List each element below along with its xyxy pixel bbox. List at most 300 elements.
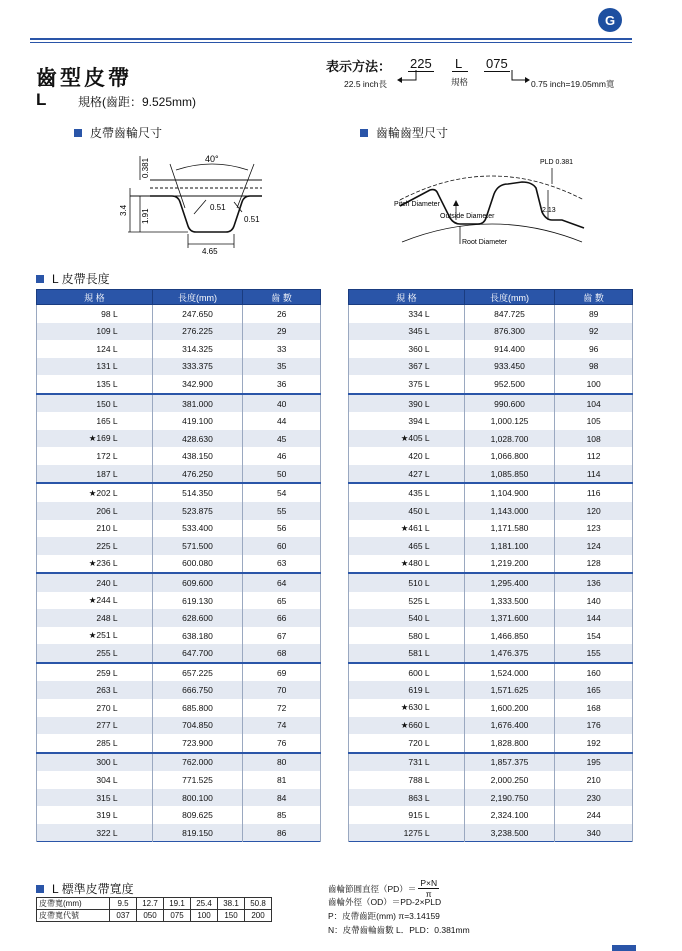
cell-length: 514.350 bbox=[152, 483, 243, 502]
cell-spec: ★660 L bbox=[349, 717, 465, 735]
table-row bbox=[349, 340, 633, 358]
width-code-cell: 100 bbox=[191, 910, 218, 922]
cell-teeth: 98 bbox=[555, 358, 633, 376]
cell-teeth: 340 bbox=[555, 824, 633, 842]
arrow-left-icon bbox=[396, 70, 422, 86]
cell-teeth: 44 bbox=[243, 412, 321, 430]
cell-spec: 581 L bbox=[349, 644, 465, 663]
cell-teeth: 168 bbox=[555, 699, 633, 717]
cell-teeth: 65 bbox=[243, 592, 321, 610]
cell-length: 1,028.700 bbox=[464, 430, 555, 448]
table-row bbox=[37, 358, 321, 376]
cell-length: 638.180 bbox=[152, 627, 243, 645]
table-row bbox=[349, 430, 633, 448]
width-code-cell: 037 bbox=[110, 910, 137, 922]
cell-spec: ★236 L bbox=[37, 555, 153, 574]
cell-spec: 304 L bbox=[37, 771, 153, 789]
table-row bbox=[349, 699, 633, 717]
header-spec: 規 格 bbox=[349, 290, 465, 305]
table-row bbox=[37, 537, 321, 555]
dim-label: 1.91 bbox=[141, 208, 150, 224]
dim-label: 0.51 bbox=[210, 203, 226, 212]
cell-spec: 619 L bbox=[349, 681, 465, 699]
cell-length: 247.650 bbox=[152, 305, 243, 323]
table-row bbox=[349, 753, 633, 772]
section-lengths bbox=[36, 270, 110, 287]
table-row bbox=[37, 340, 321, 358]
cell-teeth: 72 bbox=[243, 699, 321, 717]
cell-length: 1,524.000 bbox=[464, 663, 555, 682]
width-code-row-label: 皮帶寬代號 bbox=[37, 910, 110, 922]
formula-p: P：皮帶齒距(mm) π=3.14159 bbox=[328, 911, 440, 921]
bullet-square-icon bbox=[74, 129, 82, 137]
cell-length: 685.800 bbox=[152, 699, 243, 717]
cell-teeth: 128 bbox=[555, 555, 633, 574]
cell-spec: 225 L bbox=[37, 537, 153, 555]
cell-length: 1,857.375 bbox=[464, 753, 555, 772]
cell-teeth: 100 bbox=[555, 375, 633, 394]
cell-spec: 135 L bbox=[37, 375, 153, 394]
cell-spec: 187 L bbox=[37, 465, 153, 484]
brand-logo: G bbox=[598, 8, 622, 32]
formula-n: N：皮帶齒輪齒數 L．PLD：0.381mm bbox=[328, 925, 470, 935]
table-row bbox=[349, 734, 633, 753]
cell-length: 571.500 bbox=[152, 537, 243, 555]
cell-teeth: 210 bbox=[555, 771, 633, 789]
header-rule bbox=[30, 38, 632, 40]
table-row bbox=[37, 789, 321, 807]
cell-spec: ★461 L bbox=[349, 520, 465, 538]
table-row bbox=[37, 824, 321, 842]
cell-spec: 277 L bbox=[37, 717, 153, 735]
table-row bbox=[37, 502, 321, 520]
cell-teeth: 56 bbox=[243, 520, 321, 538]
cell-teeth: 85 bbox=[243, 806, 321, 824]
cell-teeth: 29 bbox=[243, 323, 321, 341]
table-row bbox=[349, 592, 633, 610]
section-label: 齒輪齒型尺寸 bbox=[376, 126, 449, 140]
width-cell: 12.7 bbox=[137, 898, 164, 910]
cell-spec: 510 L bbox=[349, 573, 465, 592]
formula-pd-label: 齒輪節圓直徑（PD）＝ bbox=[328, 883, 417, 894]
table-row bbox=[37, 644, 321, 663]
cell-teeth: 64 bbox=[243, 573, 321, 592]
section-belt-wheel bbox=[74, 124, 162, 141]
cell-length: 476.250 bbox=[152, 465, 243, 484]
notation-part-type: L bbox=[455, 56, 463, 71]
length-table-left bbox=[36, 289, 321, 842]
cell-teeth: 55 bbox=[243, 502, 321, 520]
table-row bbox=[349, 483, 633, 502]
cell-teeth: 165 bbox=[555, 681, 633, 699]
cell-spec: ★251 L bbox=[37, 627, 153, 645]
cell-teeth: 69 bbox=[243, 663, 321, 682]
table-row bbox=[37, 681, 321, 699]
pld-label: PLD 0.381 bbox=[540, 159, 574, 166]
table-row bbox=[349, 555, 633, 574]
notation-underline bbox=[452, 71, 468, 72]
cell-length: 914.400 bbox=[464, 340, 555, 358]
cell-spec: 165 L bbox=[37, 412, 153, 430]
notation-label: 表示方法： bbox=[326, 59, 392, 74]
table-row bbox=[349, 394, 633, 413]
table-row bbox=[37, 771, 321, 789]
width-code-cell: 150 bbox=[218, 910, 245, 922]
table-row bbox=[349, 771, 633, 789]
cell-length: 1,333.500 bbox=[464, 592, 555, 610]
cell-spec: 109 L bbox=[37, 323, 153, 341]
cell-teeth: 230 bbox=[555, 789, 633, 807]
cell-length: 2,324.100 bbox=[464, 806, 555, 824]
table-row bbox=[37, 323, 321, 341]
notation-underline bbox=[484, 71, 510, 72]
cell-teeth: 105 bbox=[555, 412, 633, 430]
cell-teeth: 74 bbox=[243, 717, 321, 735]
cell-teeth: 70 bbox=[243, 681, 321, 699]
table-row bbox=[349, 609, 633, 627]
cell-spec: 315 L bbox=[37, 789, 153, 807]
belt-spec: 規格(齒距：9.525mm) bbox=[78, 95, 197, 109]
cell-spec: 263 L bbox=[37, 681, 153, 699]
notation-note-type: 規格 bbox=[451, 77, 469, 87]
cell-spec: ★630 L bbox=[349, 699, 465, 717]
belt-code: L bbox=[36, 90, 47, 109]
table-row bbox=[349, 537, 633, 555]
cell-length: 314.325 bbox=[152, 340, 243, 358]
cell-spec: 720 L bbox=[349, 734, 465, 753]
cell-length: 1,600.200 bbox=[464, 699, 555, 717]
cell-teeth: 96 bbox=[555, 340, 633, 358]
header-length: 長度(mm) bbox=[464, 290, 555, 305]
table-row bbox=[349, 358, 633, 376]
cell-teeth: 155 bbox=[555, 644, 633, 663]
footer-bar bbox=[612, 945, 636, 951]
table-row bbox=[37, 375, 321, 394]
table-row bbox=[37, 627, 321, 645]
cell-length: 666.750 bbox=[152, 681, 243, 699]
dim-label: 0.381 bbox=[141, 157, 150, 178]
header-length: 長度(mm) bbox=[152, 290, 243, 305]
cell-length: 1,066.800 bbox=[464, 447, 555, 465]
header-teeth: 齒 數 bbox=[555, 290, 633, 305]
width-code-cell: 200 bbox=[245, 910, 272, 922]
cell-spec: 788 L bbox=[349, 771, 465, 789]
cell-spec: 450 L bbox=[349, 502, 465, 520]
table-row bbox=[349, 465, 633, 484]
cell-spec: ★480 L bbox=[349, 555, 465, 574]
table-row bbox=[37, 412, 321, 430]
cell-teeth: 154 bbox=[555, 627, 633, 645]
cell-length: 1,104.900 bbox=[464, 483, 555, 502]
root-diameter-label: Root Diameter bbox=[462, 239, 508, 246]
cell-length: 2,190.750 bbox=[464, 789, 555, 807]
bullet-square-icon bbox=[36, 275, 44, 283]
table-row bbox=[349, 305, 633, 323]
table-row bbox=[37, 483, 321, 502]
cell-spec: 915 L bbox=[349, 806, 465, 824]
cell-length: 1,371.600 bbox=[464, 609, 555, 627]
cell-spec: 334 L bbox=[349, 305, 465, 323]
width-cell: 9.5 bbox=[110, 898, 137, 910]
cell-spec: 435 L bbox=[349, 483, 465, 502]
table-row bbox=[37, 663, 321, 682]
cell-spec: 600 L bbox=[349, 663, 465, 682]
cell-teeth: 104 bbox=[555, 394, 633, 413]
cell-spec: 540 L bbox=[349, 609, 465, 627]
cell-spec: 390 L bbox=[349, 394, 465, 413]
cell-spec: 420 L bbox=[349, 447, 465, 465]
table-row bbox=[37, 592, 321, 610]
cell-length: 800.100 bbox=[152, 789, 243, 807]
cell-teeth: 80 bbox=[243, 753, 321, 772]
cell-teeth: 86 bbox=[243, 824, 321, 842]
section-label: L 標準皮帶寬度 bbox=[52, 882, 134, 896]
section-widths bbox=[36, 880, 134, 897]
table-row bbox=[37, 465, 321, 484]
cell-length: 1,571.625 bbox=[464, 681, 555, 699]
cell-length: 523.875 bbox=[152, 502, 243, 520]
cell-length: 1,828.800 bbox=[464, 734, 555, 753]
cell-teeth: 144 bbox=[555, 609, 633, 627]
cell-length: 276.225 bbox=[152, 323, 243, 341]
table-row bbox=[349, 447, 633, 465]
wheel-tooth-diagram bbox=[392, 154, 592, 254]
cell-length: 333.375 bbox=[152, 358, 243, 376]
cell-length: 1,181.100 bbox=[464, 537, 555, 555]
cell-length: 438.150 bbox=[152, 447, 243, 465]
cell-teeth: 192 bbox=[555, 734, 633, 753]
cell-length: 771.525 bbox=[152, 771, 243, 789]
table-row bbox=[349, 323, 633, 341]
cell-teeth: 108 bbox=[555, 430, 633, 448]
cell-length: 609.600 bbox=[152, 573, 243, 592]
outside-diameter-label: Outside Diameter bbox=[440, 213, 495, 220]
table-row bbox=[37, 447, 321, 465]
cell-teeth: 76 bbox=[243, 734, 321, 753]
cell-spec: 731 L bbox=[349, 753, 465, 772]
cell-teeth: 123 bbox=[555, 520, 633, 538]
section-label: L 皮帶長度 bbox=[52, 272, 110, 286]
cell-teeth: 50 bbox=[243, 465, 321, 484]
cell-spec: 150 L bbox=[37, 394, 153, 413]
formula-numerator: P×N bbox=[420, 878, 438, 888]
cell-length: 704.850 bbox=[152, 717, 243, 735]
cell-spec: ★244 L bbox=[37, 592, 153, 610]
cell-teeth: 63 bbox=[243, 555, 321, 574]
cell-teeth: 136 bbox=[555, 573, 633, 592]
cell-length: 819.150 bbox=[152, 824, 243, 842]
table-row bbox=[349, 789, 633, 807]
cell-spec: 248 L bbox=[37, 609, 153, 627]
belt-tooth-diagram bbox=[110, 148, 280, 256]
cell-teeth: 36 bbox=[243, 375, 321, 394]
cell-length: 1,676.400 bbox=[464, 717, 555, 735]
cell-teeth: 116 bbox=[555, 483, 633, 502]
cell-spec: 580 L bbox=[349, 627, 465, 645]
cell-length: 1,171.580 bbox=[464, 520, 555, 538]
cell-spec: 375 L bbox=[349, 375, 465, 394]
cell-teeth: 33 bbox=[243, 340, 321, 358]
table-row bbox=[37, 555, 321, 574]
table-row bbox=[37, 806, 321, 824]
cell-length: 3,238.500 bbox=[464, 824, 555, 842]
cell-spec: 394 L bbox=[349, 412, 465, 430]
formula-od: 齒輪外徑（OD）＝PD-2×PLD bbox=[328, 897, 442, 907]
length-table-right bbox=[348, 289, 633, 842]
cell-spec: 259 L bbox=[37, 663, 153, 682]
cell-teeth: 84 bbox=[243, 789, 321, 807]
cell-teeth: 92 bbox=[555, 323, 633, 341]
cell-length: 1,295.400 bbox=[464, 573, 555, 592]
table-row bbox=[37, 753, 321, 772]
width-cell: 19.1 bbox=[164, 898, 191, 910]
notation-part-width: 075 bbox=[486, 56, 508, 71]
cell-length: 628.600 bbox=[152, 609, 243, 627]
cell-length: 428.630 bbox=[152, 430, 243, 448]
width-row-label: 皮帶寬(mm) bbox=[37, 898, 110, 910]
cell-length: 876.300 bbox=[464, 323, 555, 341]
cell-length: 933.450 bbox=[464, 358, 555, 376]
cell-spec: 525 L bbox=[349, 592, 465, 610]
cell-length: 619.130 bbox=[152, 592, 243, 610]
table-row bbox=[37, 699, 321, 717]
cell-length: 600.080 bbox=[152, 555, 243, 574]
cell-spec: ★202 L bbox=[37, 483, 153, 502]
table-row bbox=[349, 806, 633, 824]
cell-teeth: 66 bbox=[243, 609, 321, 627]
pitch-diameter-label: Pitch Diameter bbox=[394, 201, 440, 208]
table-row bbox=[349, 502, 633, 520]
table-row bbox=[37, 734, 321, 753]
cell-teeth: 124 bbox=[555, 537, 633, 555]
cell-length: 1,466.850 bbox=[464, 627, 555, 645]
width-code-cell: 050 bbox=[137, 910, 164, 922]
section-label: 皮帶齒輪尺寸 bbox=[90, 126, 163, 140]
cell-spec: 206 L bbox=[37, 502, 153, 520]
table-row bbox=[37, 430, 321, 448]
cell-length: 952.500 bbox=[464, 375, 555, 394]
table-row bbox=[37, 573, 321, 592]
cell-teeth: 112 bbox=[555, 447, 633, 465]
table-row bbox=[37, 609, 321, 627]
cell-spec: 255 L bbox=[37, 644, 153, 663]
table-row bbox=[349, 824, 633, 842]
cell-teeth: 54 bbox=[243, 483, 321, 502]
table-row bbox=[349, 412, 633, 430]
cell-teeth: 60 bbox=[243, 537, 321, 555]
cell-spec: 1275 L bbox=[349, 824, 465, 842]
cell-spec: ★405 L bbox=[349, 430, 465, 448]
table-row bbox=[349, 520, 633, 538]
formula-denominator: π bbox=[425, 889, 432, 899]
cell-length: 1,000.125 bbox=[464, 412, 555, 430]
width-cell: 50.8 bbox=[245, 898, 272, 910]
cell-length: 1,085.850 bbox=[464, 465, 555, 484]
width-table bbox=[36, 897, 272, 922]
cell-length: 419.100 bbox=[152, 412, 243, 430]
cell-spec: 345 L bbox=[349, 323, 465, 341]
table-row bbox=[349, 627, 633, 645]
header-teeth: 齒 數 bbox=[243, 290, 321, 305]
cell-teeth: 140 bbox=[555, 592, 633, 610]
angle-label: 40° bbox=[205, 154, 219, 164]
cell-teeth: 81 bbox=[243, 771, 321, 789]
cell-spec: 300 L bbox=[37, 753, 153, 772]
cell-spec: 131 L bbox=[37, 358, 153, 376]
table-row bbox=[349, 717, 633, 735]
cell-teeth: 45 bbox=[243, 430, 321, 448]
cell-teeth: 46 bbox=[243, 447, 321, 465]
cell-spec: 322 L bbox=[37, 824, 153, 842]
cell-spec: 863 L bbox=[349, 789, 465, 807]
cell-teeth: 40 bbox=[243, 394, 321, 413]
table-row bbox=[37, 717, 321, 735]
table-row bbox=[349, 573, 633, 592]
table-row bbox=[349, 375, 633, 394]
cell-length: 342.900 bbox=[152, 375, 243, 394]
notation-note-width: 0.75 inch=19.05mm寬 bbox=[531, 79, 615, 89]
notation-note-length: 22.5 inch長 bbox=[344, 79, 387, 89]
cell-length: 723.900 bbox=[152, 734, 243, 753]
cell-length: 990.600 bbox=[464, 394, 555, 413]
cell-teeth: 160 bbox=[555, 663, 633, 682]
table-row bbox=[37, 305, 321, 323]
cell-teeth: 89 bbox=[555, 305, 633, 323]
cell-length: 381.000 bbox=[152, 394, 243, 413]
cell-spec: 124 L bbox=[37, 340, 153, 358]
table-row bbox=[349, 681, 633, 699]
cell-spec: ★169 L bbox=[37, 430, 153, 448]
cell-spec: 240 L bbox=[37, 573, 153, 592]
dim-label: 0.51 bbox=[244, 215, 260, 224]
cell-teeth: 67 bbox=[243, 627, 321, 645]
cell-length: 762.000 bbox=[152, 753, 243, 772]
cell-teeth: 114 bbox=[555, 465, 633, 484]
cell-teeth: 68 bbox=[243, 644, 321, 663]
cell-teeth: 120 bbox=[555, 502, 633, 520]
cell-teeth: 176 bbox=[555, 717, 633, 735]
table-row bbox=[37, 394, 321, 413]
cell-teeth: 26 bbox=[243, 305, 321, 323]
header-rule-thin bbox=[30, 42, 632, 43]
cell-length: 647.700 bbox=[152, 644, 243, 663]
header-spec: 規 格 bbox=[37, 290, 153, 305]
cell-length: 809.625 bbox=[152, 806, 243, 824]
cell-spec: 427 L bbox=[349, 465, 465, 484]
cell-spec: 360 L bbox=[349, 340, 465, 358]
width-cell: 25.4 bbox=[191, 898, 218, 910]
cell-length: 657.225 bbox=[152, 663, 243, 682]
cell-spec: 172 L bbox=[37, 447, 153, 465]
cell-length: 1,143.000 bbox=[464, 502, 555, 520]
cell-length: 2,000.250 bbox=[464, 771, 555, 789]
bullet-square-icon bbox=[360, 129, 368, 137]
cell-teeth: 35 bbox=[243, 358, 321, 376]
cell-length: 1,476.375 bbox=[464, 644, 555, 663]
width-code-cell: 075 bbox=[164, 910, 191, 922]
bullet-square-icon bbox=[36, 885, 44, 893]
table-row bbox=[37, 520, 321, 538]
cell-spec: 285 L bbox=[37, 734, 153, 753]
cell-spec: 465 L bbox=[349, 537, 465, 555]
cell-spec: 319 L bbox=[37, 806, 153, 824]
notation-part-length: 225 bbox=[410, 56, 432, 71]
cell-teeth: 244 bbox=[555, 806, 633, 824]
cell-spec: 270 L bbox=[37, 699, 153, 717]
table-row bbox=[349, 663, 633, 682]
cell-length: 533.400 bbox=[152, 520, 243, 538]
cell-spec: 98 L bbox=[37, 305, 153, 323]
